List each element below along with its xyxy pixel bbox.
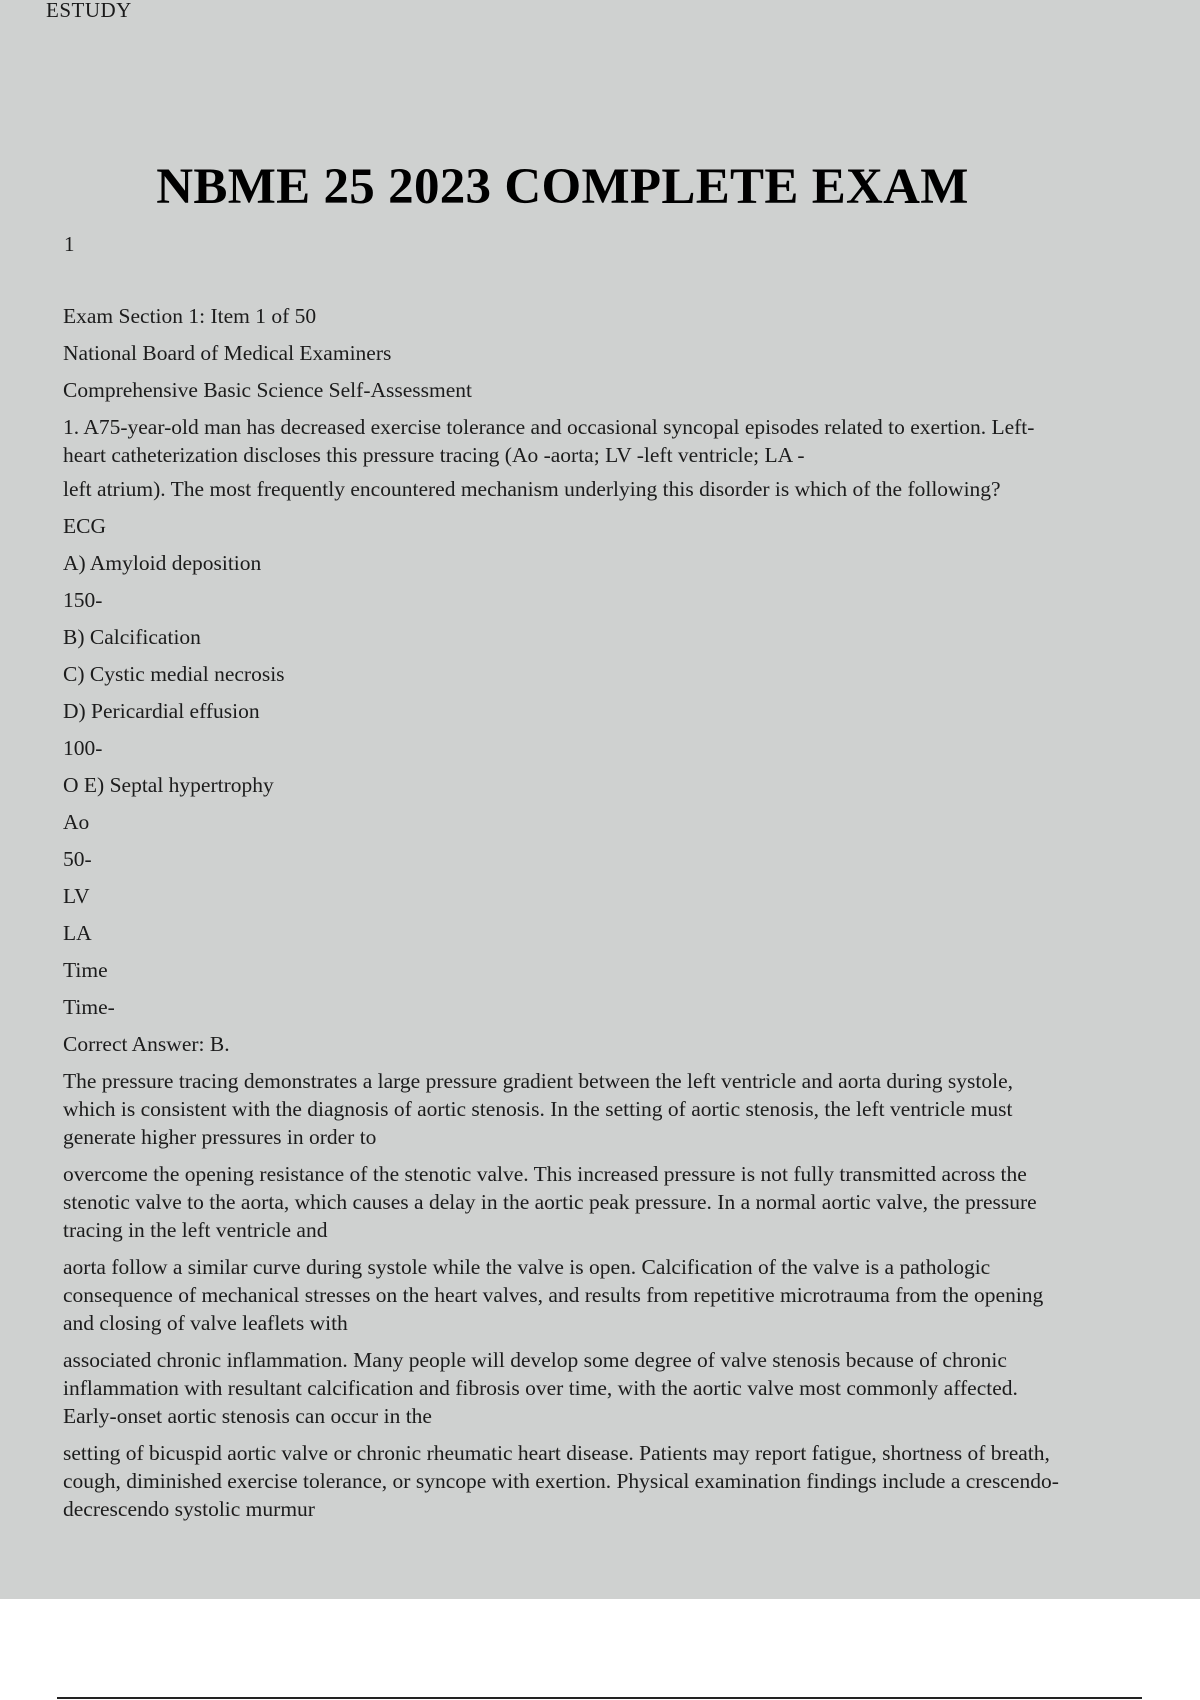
list-item: Ao [63,810,90,834]
list-item: 100- [63,736,103,760]
question-stem-part: left atrium). The most frequently encountered mechanism underlying this disorder is which of the following? [63,477,1001,501]
list-item: ECG [63,514,106,538]
answer-option-d: D) Pericardial effusion [63,699,260,723]
list-item: LA [63,921,92,945]
page-title: NBME 25 2023 COMPLETE EXAM [156,159,969,215]
page-number: 1 [64,232,75,256]
list-item: 150- [63,588,103,612]
answer-option-c: C) Cystic medial necrosis [63,662,285,686]
list-item: 50- [63,847,92,871]
list-item: LV [63,884,90,908]
explanation-paragraph: aorta follow a similar curve during systole while the valve is open. Calcification of the valve is a pathologic consequence of mechanical stresses on the heart valves, and results from repetitive microtrauma from the opening and closing of valve leaflets with [63,1255,1044,1335]
answer-option-e: O E) Septal hypertrophy [63,773,274,797]
correct-answer: Correct Answer: B. [63,1032,230,1056]
question-stem-part: 1. A75-year-old man has decreased exercise tolerance and occasional syncopal episodes related to exertion. Left-heart catheterization discloses this pressure tracing (Ao -aorta; LV -left ventricle; LA - [63,415,1035,467]
explanation-paragraph: The pressure tracing demonstrates a large pressure gradient between the left ventricle and aorta during systole, which is consistent with the diagnosis of aortic stenosis. In the setting of aortic stenosis, the left ventricle must generate higher pressures in order to [63,1069,1014,1149]
exam-item-header: Exam Section 1: Item 1 of 50 [63,304,317,328]
explanation-paragraph: setting of bicuspid aortic valve or chronic rheumatic heart disease. Patients may report fatigue, shortness of breath, cough, diminished exercise tolerance, or syncope with exertion. Physical examination findings include a crescendo-decrescendo systolic murmur [63,1441,1059,1521]
answer-option-a: A) Amyloid deposition [63,551,262,575]
explanation-paragraph: associated chronic inflammation. Many people will develop some degree of valve stenosis because of chronic inflammation with resultant calcification and fibrosis over time, with the aortic valve most commonly affected. Early-onset aortic stenosis can occur in the [63,1348,1018,1428]
watermark: ESTUDY [46,0,132,22]
answer-option-b: B) Calcification [63,625,201,649]
explanation-paragraph: overcome the opening resistance of the stenotic valve. This increased pressure is not fully transmitted across the stenotic valve to the aorta, which causes a delay in the aortic peak pressure. In a normal aortic valve, the pressure tracing in the left ventricle and [63,1162,1037,1242]
question-stem [63,413,1063,503]
board-name: National Board of Medical Examiners [63,341,392,365]
bottom-divider [57,1697,1142,1699]
list-item: Time [63,958,108,982]
document-body [63,302,1063,1532]
assessment-name: Comprehensive Basic Science Self-Assessment [63,378,473,402]
list-item: Time- [63,995,115,1019]
